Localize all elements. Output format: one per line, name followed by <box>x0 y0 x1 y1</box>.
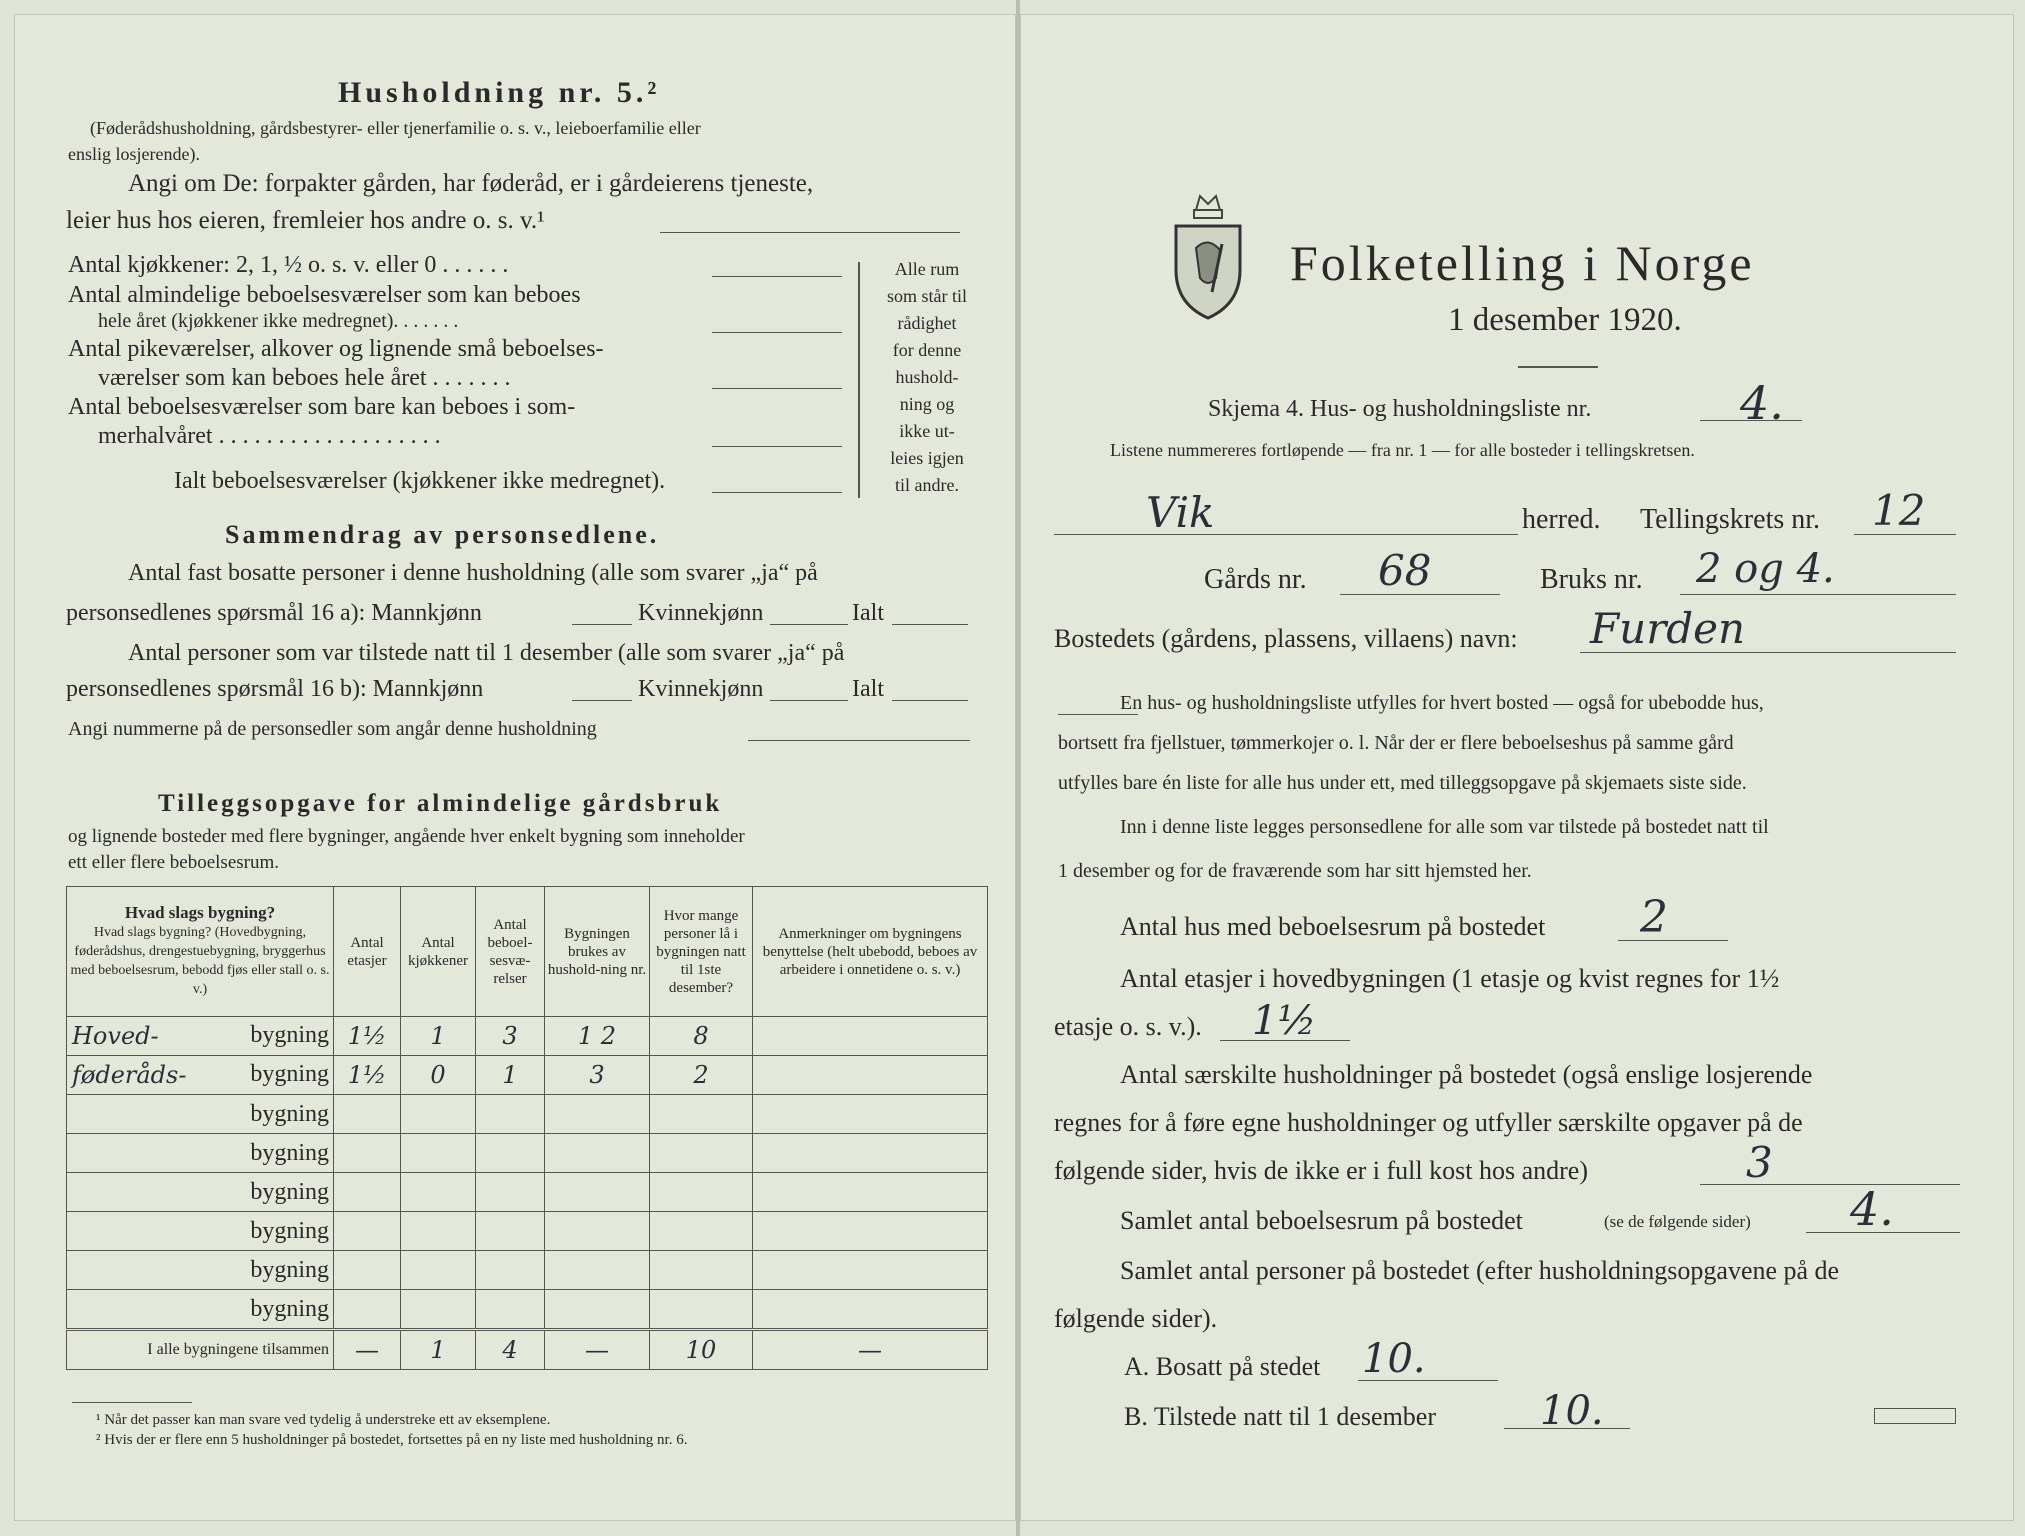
answer-line <box>1220 1040 1350 1041</box>
rooms-small-2: værelser som kan beboes hele året . . . . . . . <box>98 365 511 391</box>
brace-note-line: ikke ut- <box>899 421 955 441</box>
rooms-value <box>476 1290 545 1330</box>
floors-value: 1½ <box>334 1056 401 1095</box>
instruction-3: utfylles bare én liste for alle hus under ett, med tilleggsopgave på skjemaets siste side. <box>1058 772 1747 794</box>
floors-value: 1½ <box>334 1017 401 1056</box>
main-title: Folketelling i Norge <box>1290 235 1755 291</box>
herred-value: Vik <box>1146 488 1215 537</box>
remarks-value <box>753 1212 988 1251</box>
building-label: bygning <box>250 1217 329 1244</box>
rooms-small: Antal pikeværelser, alkover og lignende små beboelses- <box>68 336 604 362</box>
col-household: Bygningen brukes av hushold-ning nr. <box>545 887 650 1017</box>
household-title: Husholdning nr. 5.² <box>338 76 661 109</box>
answer-line <box>1618 940 1728 941</box>
building-cell <box>67 1212 334 1251</box>
building-cell <box>67 1056 334 1095</box>
summary-total-b: Ialt <box>852 676 884 702</box>
schema-label: Skjema 4. Hus- og husholdningsliste nr. <box>1208 396 1592 422</box>
summary-numbers: Angi nummerne på de personsedler som angår denne husholdning <box>68 718 597 740</box>
answer-line <box>1504 1428 1630 1429</box>
table-row <box>67 1251 988 1290</box>
kitchens-value <box>401 1134 476 1173</box>
answer-line <box>1054 534 1518 535</box>
table-row <box>67 1095 988 1134</box>
b-label: B. Tilstede natt til 1 desember <box>1124 1402 1436 1431</box>
summary-title: Sammendrag av personsedlene. <box>225 520 660 549</box>
q-pers-line-2: følgende sider). <box>1054 1304 1218 1333</box>
table-total-row <box>67 1330 988 1370</box>
answer-line <box>1580 652 1956 653</box>
floors-value <box>334 1134 401 1173</box>
coat-of-arms-icon <box>1166 192 1250 324</box>
rooms-ordinary-2: hele året (kjøkkener ikke medregnet). . . . . . . <box>98 310 459 332</box>
rooms-kitchens: Antal kjøkkener: 2, 1, ½ o. s. v. eller 0 . . . . . . <box>68 252 509 278</box>
kitchens-value: 1 <box>401 1017 476 1056</box>
building-type-value: føderåds- <box>72 1061 187 1089</box>
instruction-5: 1 desember og for de fraværende som har sitt hjemsted her. <box>1058 860 1532 882</box>
instruction-2: bortsett fra fjellstuer, tømmerkojer o. l. Når der er flere beboelseshus på samme gård <box>1058 732 1734 754</box>
brace <box>858 262 860 498</box>
brace-note <box>872 256 982 499</box>
q-rum-note: (se de følgende sider) <box>1604 1212 1751 1231</box>
persons-value <box>650 1290 753 1330</box>
q-hus-value: 2 <box>1640 892 1668 943</box>
answer-line <box>770 700 848 701</box>
household-value: 3 <box>545 1056 650 1095</box>
remarks-value <box>753 1134 988 1173</box>
building-label: bygning <box>250 1061 329 1087</box>
brace-note-line: Alle rum <box>894 259 960 279</box>
remarks-value <box>753 1095 988 1134</box>
building-type-value: Hoved- <box>72 1022 159 1050</box>
answer-line <box>1340 594 1500 595</box>
summary-female-a: Kvinnekjønn <box>638 600 764 626</box>
q-rum-label: Samlet antal beboelsesrum på bostedet <box>1120 1206 1523 1235</box>
building-label: bygning <box>250 1256 329 1283</box>
answer-line <box>892 700 968 701</box>
answer-line <box>712 492 842 493</box>
q-hus-label: Antal hus med beboelsesrum på bostedet <box>1120 912 1546 941</box>
instruction-1: En hus- og husholdningsliste utfylles for hvert bosted — også for ubebodde hus, <box>1120 692 1764 714</box>
building-cell <box>67 1095 334 1134</box>
table-row <box>67 1017 988 1056</box>
answer-line <box>572 624 632 625</box>
persons-value <box>650 1173 753 1212</box>
farm-title: Tilleggsopgave for almindelige gårdsbruk <box>158 790 723 817</box>
brace-note-line: ning og <box>899 394 955 414</box>
col-building-type: Hvad slags bygning? Hvad slags bygning? (Hovedbygning, føderådshus, drengestuebygning, bryggerhus med beboelsesrum, bebodd fjøs eller stall o. s. v.) <box>67 887 334 1017</box>
col-persons: Hvor mange personer lå i bygningen natt til 1ste desember? <box>650 887 753 1017</box>
q-etasjer-line-2: etasje o. s. v.). <box>1054 1012 1202 1041</box>
summary-line-2: Antal personer som var tilstede natt til 1 desember (alle som svarer „ja“ på <box>128 640 845 666</box>
answer-line <box>748 740 970 741</box>
table-row <box>67 1056 988 1095</box>
bosted-value: Furden <box>1590 604 1746 653</box>
household-value: 1 2 <box>545 1017 650 1056</box>
q-etasjer-line-1: Antal etasjer i hovedbygningen (1 etasje og kvist regnes for 1½ <box>1120 964 1780 993</box>
remarks-value <box>753 1017 988 1056</box>
persons-value <box>650 1212 753 1251</box>
brace-note-line: leies igjen <box>890 448 964 468</box>
household-value <box>545 1290 650 1330</box>
answer-line <box>1358 1380 1498 1381</box>
kitchens-value: 0 <box>401 1056 476 1095</box>
table-row <box>67 1134 988 1173</box>
col-floors: Antal etasjer <box>334 887 401 1017</box>
q-hush-line-1: Antal særskilte husholdninger på bostedet (også enslige losjerende <box>1120 1060 1813 1089</box>
gards-value: 68 <box>1378 546 1432 595</box>
answer-line <box>660 232 960 233</box>
rooms-summer-2: merhalvåret . . . . . . . . . . . . . . . . . . . <box>98 423 441 449</box>
persons-value: 2 <box>650 1056 753 1095</box>
gards-label: Gårds nr. <box>1204 564 1307 595</box>
col-kitchens: Antal kjøkkener <box>401 887 476 1017</box>
floors-value <box>334 1173 401 1212</box>
remarks-value <box>753 1056 988 1095</box>
rooms-ordinary: Antal almindelige beboelsesværelser som kan beboes <box>68 282 581 308</box>
intro-line-1: (Føderådshusholdning, gårdsbestyrer- eller tjenerfamilie o. s. v., leieboerfamilie eller <box>90 118 701 138</box>
household-value <box>545 1212 650 1251</box>
col-remarks: Anmerkninger om bygningens benyttelse (helt ubebodd, beboes av arbeidere i onnetidene o. s. v.) <box>753 887 988 1017</box>
brace-note-line: som står til <box>887 286 967 306</box>
brace-note-line: hushold- <box>895 367 959 387</box>
answer-line <box>1806 1232 1960 1233</box>
col-building-type-text: Hvad slags bygning? (Hovedbygning, føderådshus, drengestuebygning, bryggerhus med beboelsesrum, bebodd fjøs eller stall o. s. v.) <box>70 925 330 997</box>
remarks-value <box>753 1290 988 1330</box>
herred-label: herred. <box>1522 504 1601 535</box>
floors-value <box>334 1095 401 1134</box>
answer-line <box>1854 534 1956 535</box>
answer-line <box>712 446 842 447</box>
floors-value <box>334 1212 401 1251</box>
footnote-1: ¹ Når det passer kan man svare ved tydelig å understreke ett av eksemplene. <box>96 1412 551 1428</box>
summary-female-b: Kvinnekjønn <box>638 676 764 702</box>
answer-line <box>712 332 842 333</box>
kitchens-value <box>401 1173 476 1212</box>
intro-line-2: enslig losjerende). <box>68 144 200 164</box>
rooms-value <box>476 1251 545 1290</box>
rooms-value <box>476 1173 545 1212</box>
total-rooms: 4 <box>476 1330 545 1370</box>
household-value <box>545 1095 650 1134</box>
q-hush-line-3: følgende sider, hvis de ikke er i full kost hos andre) <box>1054 1156 1588 1185</box>
intro-line-3: Angi om De: forpakter gården, har føderåd, er i gårdeierens tjeneste, <box>128 170 814 197</box>
total-remarks: — <box>753 1330 988 1370</box>
persons-value <box>650 1134 753 1173</box>
census-date: 1 desember 1920. <box>1448 302 1682 338</box>
building-label: bygning <box>250 1139 329 1166</box>
persons-value <box>650 1251 753 1290</box>
a-value: 10. <box>1362 1336 1426 1382</box>
rooms-value <box>476 1212 545 1251</box>
building-label: bygning <box>250 1295 329 1322</box>
building-cell <box>67 1134 334 1173</box>
q-hush-value: 3 <box>1746 1138 1773 1187</box>
building-label: bygning <box>250 1100 329 1127</box>
remarks-value <box>753 1251 988 1290</box>
total-label: I alle bygningene tilsammen <box>67 1330 334 1370</box>
bosted-label: Bostedets (gårdens, plassens, villaens) navn: <box>1054 624 1518 653</box>
kitchens-value <box>401 1251 476 1290</box>
persons-value: 8 <box>650 1017 753 1056</box>
brace-note-line: rådighet <box>897 313 957 333</box>
instruction-4: Inn i denne liste legges personsedlene for alle som var tilstede på bostedet natt til <box>1120 816 1769 838</box>
floors-value <box>334 1290 401 1330</box>
remarks-value <box>753 1173 988 1212</box>
summary-line-1: Antal fast bosatte personer i denne husholdning (alle som svarer „ja“ på <box>128 560 818 586</box>
total-floors: — <box>334 1330 401 1370</box>
rooms-value: 1 <box>476 1056 545 1095</box>
total-household: — <box>545 1330 650 1370</box>
answer-line <box>712 388 842 389</box>
household-value <box>545 1134 650 1173</box>
rooms-summer: Antal beboelsesværelser som bare kan beboes i som- <box>68 394 576 420</box>
building-label: bygning <box>250 1022 329 1048</box>
rooms-value <box>476 1095 545 1134</box>
tellingskrets-label: Tellingskrets nr. <box>1640 504 1821 535</box>
table-row <box>67 1212 988 1251</box>
building-cell <box>67 1173 334 1212</box>
title-rule <box>1518 366 1598 368</box>
bruks-value: 2 og 4. <box>1696 546 1835 592</box>
building-cell <box>67 1017 334 1056</box>
numbering-note: Listene nummereres fortløpende — fra nr. 1 — for alle bosteder i tellingskretsen. <box>1110 440 1695 460</box>
footnote-2: ² Hvis der er flere enn 5 husholdninger på bostedet, fortsettes på en ny liste med husholdning nr. 6. <box>96 1432 688 1448</box>
schema-number: 4. <box>1740 376 1784 430</box>
building-label: bygning <box>250 1178 329 1205</box>
summary-male-a: personsedlenes spørsmål 16 a): Mannkjønn <box>66 600 482 626</box>
farm-intro-1: og lignende bosteder med flere bygninger, angående hver enkelt bygning som inneholder <box>68 826 745 847</box>
kitchens-value <box>401 1290 476 1330</box>
building-cell <box>67 1251 334 1290</box>
summary-total-a: Ialt <box>852 600 884 626</box>
household-value <box>545 1251 650 1290</box>
table-row <box>67 1173 988 1212</box>
rooms-value <box>476 1134 545 1173</box>
answer-line <box>1680 594 1956 595</box>
kitchens-value <box>401 1095 476 1134</box>
b-value: 10. <box>1540 1388 1604 1434</box>
answer-line <box>1700 420 1802 421</box>
rooms-total: Ialt beboelsesværelser (kjøkkener ikke medregnet). <box>174 468 666 494</box>
answer-line <box>892 624 968 625</box>
footnote-rule <box>72 1402 192 1403</box>
bruks-label: Bruks nr. <box>1540 564 1643 595</box>
brace-note-line: til andre. <box>895 475 959 495</box>
household-value <box>545 1173 650 1212</box>
brace-note-line: for denne <box>892 340 962 360</box>
col-rooms: Antal beboel-sesvæ-relser <box>476 887 545 1017</box>
building-cell <box>67 1290 334 1330</box>
answer-line <box>1700 1184 1960 1185</box>
farm-intro-2: ett eller flere beboelsesrum. <box>68 852 280 873</box>
table-row <box>67 1290 988 1330</box>
answer-line <box>572 700 632 701</box>
q-hush-line-2: regnes for å føre egne husholdninger og utfyller særskilte opgaver på de <box>1054 1108 1803 1137</box>
a-label: A. Bosatt på stedet <box>1124 1352 1321 1381</box>
rooms-value: 3 <box>476 1017 545 1056</box>
printer-stamp <box>1874 1408 1956 1424</box>
kitchens-value <box>401 1212 476 1251</box>
q-etasjer-value: 1½ <box>1252 998 1317 1044</box>
q-pers-line-1: Samlet antal personer på bostedet (efter husholdningsopgavene på de <box>1120 1256 1840 1285</box>
q-rum-value: 4. <box>1850 1182 1894 1236</box>
tellingskrets-value: 12 <box>1872 486 1926 535</box>
summary-male-b: personsedlenes spørsmål 16 b): Mannkjønn <box>66 676 484 702</box>
total-kitchens: 1 <box>401 1330 476 1370</box>
persons-value <box>650 1095 753 1134</box>
answer-line <box>712 276 842 277</box>
building-table <box>66 886 988 1370</box>
total-persons: 10 <box>650 1330 753 1370</box>
floors-value <box>334 1251 401 1290</box>
intro-line-4: leier hus hos eieren, fremleier hos andre o. s. v.¹ <box>66 207 545 234</box>
answer-line <box>770 624 848 625</box>
